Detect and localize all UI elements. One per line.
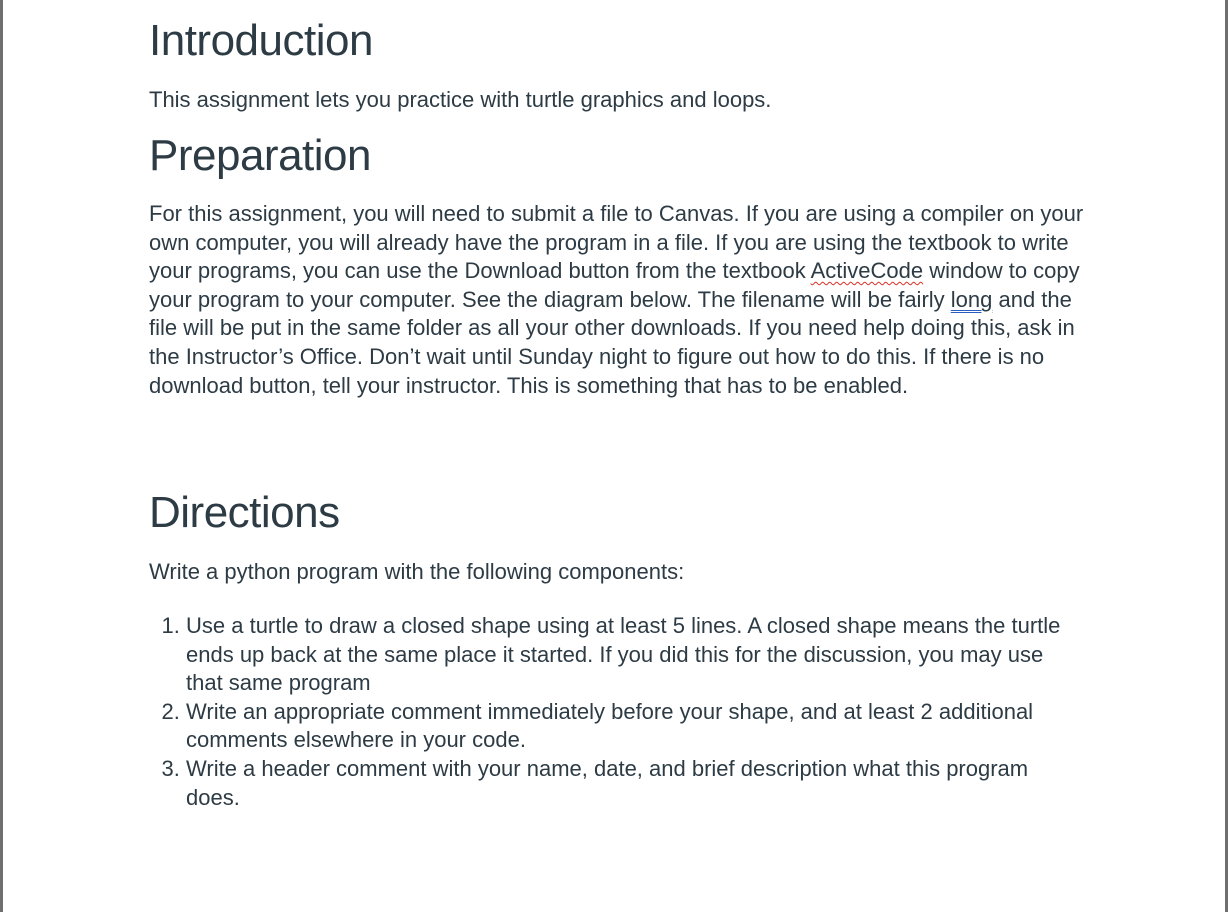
grammar-flagged-word[interactable]: long (950, 286, 993, 312)
list-item: 2. Write an appropriate comment immediately before your shape, and at least 2 additional comments elsewhere in your code. (186, 698, 1066, 755)
introduction-heading: Introduction (149, 16, 373, 65)
list-item: 3. Write a header comment with your name, date, and brief description what this program does. (186, 755, 1066, 812)
directions-list (149, 612, 1066, 812)
spellcheck-flagged-word[interactable]: ActiveCode (810, 258, 924, 284)
preparation-text-part1: For this assignment, you will need to submit a file to Canvas. If you are using a compiler on your own computer, you will already have the program in a file. If you are using the textbook to write your programs, you can use the Download button from the textbook (149, 201, 1084, 284)
directions-heading: Directions (149, 488, 340, 537)
preparation-paragraph (149, 200, 1099, 400)
introduction-paragraph: This assignment lets you practice with turtle graphics and loops. (149, 87, 772, 112)
preparation-text-part2: window to copy your program to your computer. See the diagram below. The filename will be fairly (149, 258, 1080, 312)
list-item: 1. Use a turtle to draw a closed shape using at least 5 lines. A closed shape means the turtle ends up back at the same place it started. If you did this for the discussion, you may use that same program (186, 612, 1066, 698)
preparation-heading: Preparation (149, 131, 371, 180)
preparation-text-part3: and the file will be put in the same folder as all your other downloads. If you need help doing this, ask in the Instructor’s Office. Don’t wait until Sunday night to figure out how to do this. If there is no download button, tell your instructor. This is something that has to be enabled. (149, 286, 1075, 398)
directions-intro: Write a python program with the following components: (149, 559, 685, 584)
